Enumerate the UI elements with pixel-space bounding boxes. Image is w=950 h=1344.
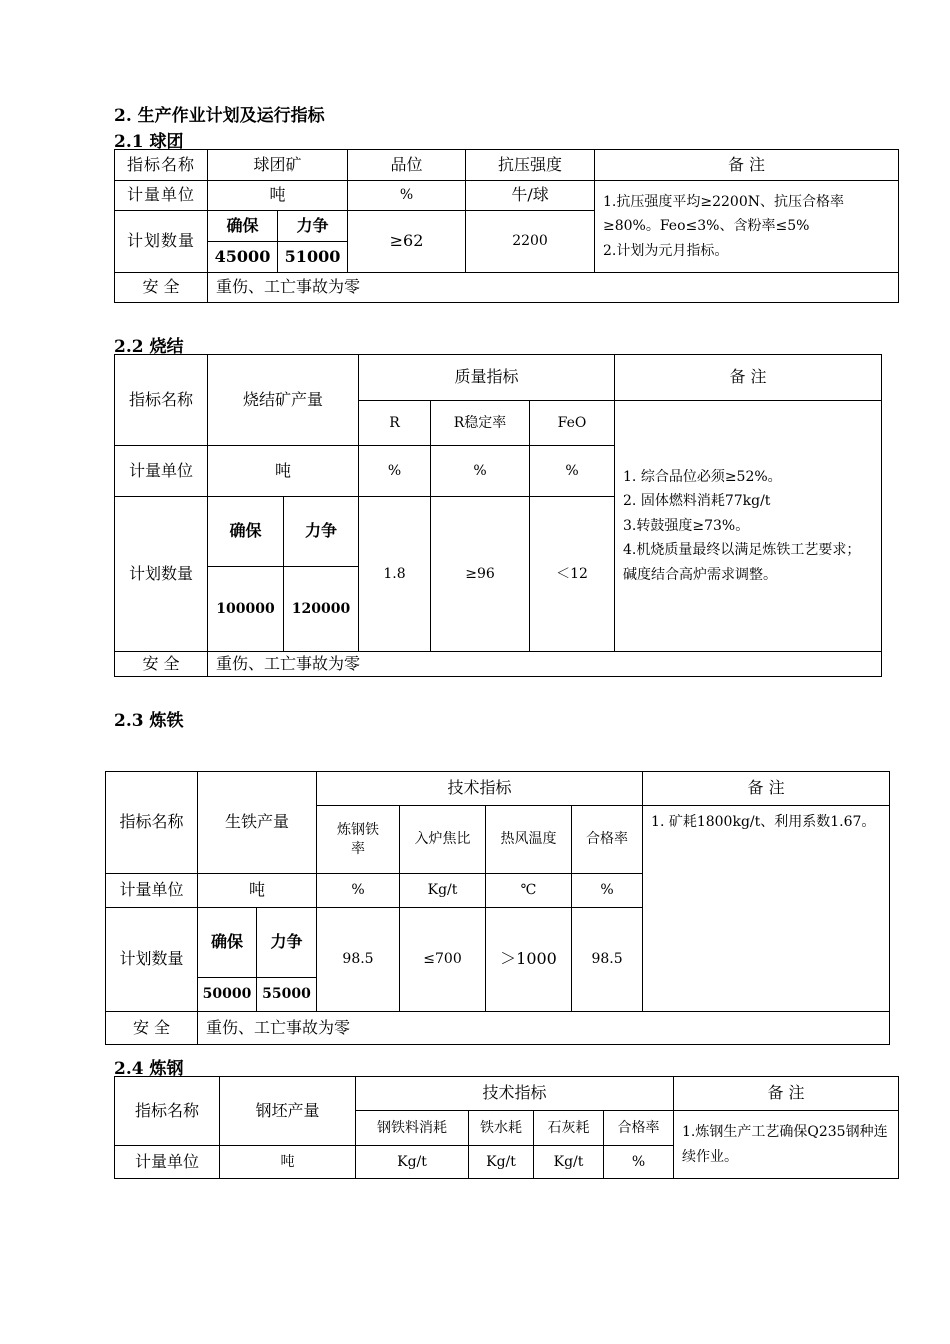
name-label: 指标名称 [106, 772, 198, 874]
col-coke-ratio: 入炉焦比 [400, 806, 486, 874]
col-feo: FeO [530, 401, 615, 446]
unit-kg-per-t: Kg/t [469, 1146, 534, 1179]
ensure-label: 确保 [198, 908, 257, 978]
strive-label: 力争 [257, 908, 317, 978]
section-title: 2. 生产作业计划及运行指标 [114, 106, 325, 126]
col-hot-metal-consumption: 铁水耗 [469, 1111, 534, 1146]
note-line: 4.机烧质量最终以满足炼铁工艺要求；碱度结合高炉需求调整。 [623, 542, 861, 583]
unit-celsius: ℃ [486, 874, 572, 908]
safety-value: 重伤、工亡事故为零 [208, 273, 899, 303]
name-label: 指标名称 [115, 1077, 220, 1146]
unit-percent: % [572, 874, 643, 908]
unit-percent: % [604, 1146, 674, 1179]
col-pass-rate: 合格率 [572, 806, 643, 874]
unit-percent: % [359, 446, 431, 497]
note-line: 1.抗压强度平均≥2200N、抗压合格率≥80%。Feo≤3%、含粉率≤5% [603, 193, 844, 235]
col-hot-blast-temp: 热风温度 [486, 806, 572, 874]
unit-percent: % [317, 874, 400, 908]
steelmaking-notes [674, 1111, 899, 1179]
unit-ton: 吨 [220, 1146, 356, 1179]
note-line: 1.炼钢生产工艺确保Q235钢种连续作业。 [682, 1124, 888, 1165]
r-value: 1.8 [359, 497, 431, 652]
note-line: 2.计划为元月指标。 [603, 242, 729, 259]
steelmaking-table [114, 1076, 899, 1179]
tech-header: 技术指标 [356, 1077, 674, 1111]
header-indicator: 指标名称 [115, 150, 208, 181]
strive-label: 力争 [284, 497, 359, 567]
unit-percent: % [348, 181, 466, 211]
strive-value: 51000 [278, 242, 348, 273]
unit-kg-per-t: Kg/t [356, 1146, 469, 1179]
unit-ton: 吨 [208, 446, 359, 497]
heading-ironmaking: 2.3 炼铁 [114, 711, 184, 731]
ironmaking-notes [643, 806, 890, 1012]
strive-value: 120000 [284, 567, 359, 652]
unit-label: 计量单位 [115, 181, 208, 211]
unit-ton: 吨 [208, 181, 348, 211]
col-lime-consumption: 石灰耗 [534, 1111, 604, 1146]
ensure-value: 50000 [198, 978, 257, 1012]
unit-kg-per-t: Kg/t [400, 874, 486, 908]
col-pass-rate: 合格率 [604, 1111, 674, 1146]
unit-percent: % [530, 446, 615, 497]
unit-label: 计量单位 [115, 446, 208, 497]
header-strength: 抗压强度 [466, 150, 595, 181]
remark-header: 备 注 [643, 772, 890, 806]
header-grade: 品位 [348, 150, 466, 181]
safety-label: 安 全 [115, 652, 208, 677]
pig-iron-output: 生铁产量 [198, 772, 317, 874]
iron-rate-value: 98.5 [317, 908, 400, 1012]
ensure-value: 100000 [208, 567, 284, 652]
pass-rate-value: 98.5 [572, 908, 643, 1012]
plan-label: 计划数量 [106, 908, 198, 1012]
strive-label: 力争 [278, 211, 348, 242]
remark-header: 备 注 [674, 1077, 899, 1111]
header-remark: 备 注 [595, 150, 899, 181]
unit-percent: % [431, 446, 530, 497]
note-line: 1. 矿耗1800kg/t、利用系数1.67。 [651, 814, 876, 830]
plan-label: 计划数量 [115, 211, 208, 273]
sinter-notes [615, 401, 882, 652]
plan-label: 计划数量 [115, 497, 208, 652]
col-r: R [359, 401, 431, 446]
unit-ton: 吨 [198, 874, 317, 908]
safety-label: 安 全 [106, 1012, 198, 1045]
ironmaking-table [105, 771, 890, 1045]
heading-pellet: 2.1 球团 [114, 132, 184, 152]
sinter-table [114, 354, 882, 677]
strive-value: 55000 [257, 978, 317, 1012]
quality-header: 质量指标 [359, 355, 615, 401]
safety-label: 安 全 [115, 273, 208, 303]
note-line: 2. 固体燃料消耗77kg/t [623, 493, 771, 510]
strength-value: 2200 [466, 211, 595, 273]
sinter-output: 烧结矿产量 [208, 355, 359, 446]
remark-header: 备 注 [615, 355, 882, 401]
unit-label: 计量单位 [106, 874, 198, 908]
coke-ratio-value: ≤700 [400, 908, 486, 1012]
billet-output: 钢坯产量 [220, 1077, 356, 1146]
safety-value: 重伤、工亡事故为零 [208, 652, 882, 677]
hot-blast-value: ＞1000 [486, 908, 572, 1012]
col-iron-steel-consumption: 钢铁料消耗 [356, 1111, 469, 1146]
heading-sinter: 2.2 烧结 [114, 337, 184, 357]
tech-header: 技术指标 [317, 772, 643, 806]
unit-kg-per-t: Kg/t [534, 1146, 604, 1179]
name-label: 指标名称 [115, 355, 208, 446]
note-line: 1. 综合品位必须≥52%。 [623, 468, 782, 485]
col-steelmaking-iron-rate: 炼钢铁率 [317, 806, 400, 874]
col-r-stability: R稳定率 [431, 401, 530, 446]
feo-value: ＜12 [530, 497, 615, 652]
unit-label: 计量单位 [115, 1146, 220, 1179]
safety-value: 重伤、工亡事故为零 [198, 1012, 890, 1045]
ensure-label: 确保 [208, 497, 284, 567]
unit-newton: 牛/球 [466, 181, 595, 211]
ensure-value: 45000 [208, 242, 278, 273]
heading-steelmaking: 2.4 炼钢 [114, 1059, 184, 1079]
header-pellet-ore: 球团矿 [208, 150, 348, 181]
ensure-label: 确保 [208, 211, 278, 242]
grade-value: ≥62 [348, 211, 466, 273]
pellet-table [114, 149, 899, 303]
pellet-notes [595, 181, 899, 273]
note-line: 3.转鼓强度≥73%。 [623, 517, 750, 534]
r-stability-value: ≥96 [431, 497, 530, 652]
